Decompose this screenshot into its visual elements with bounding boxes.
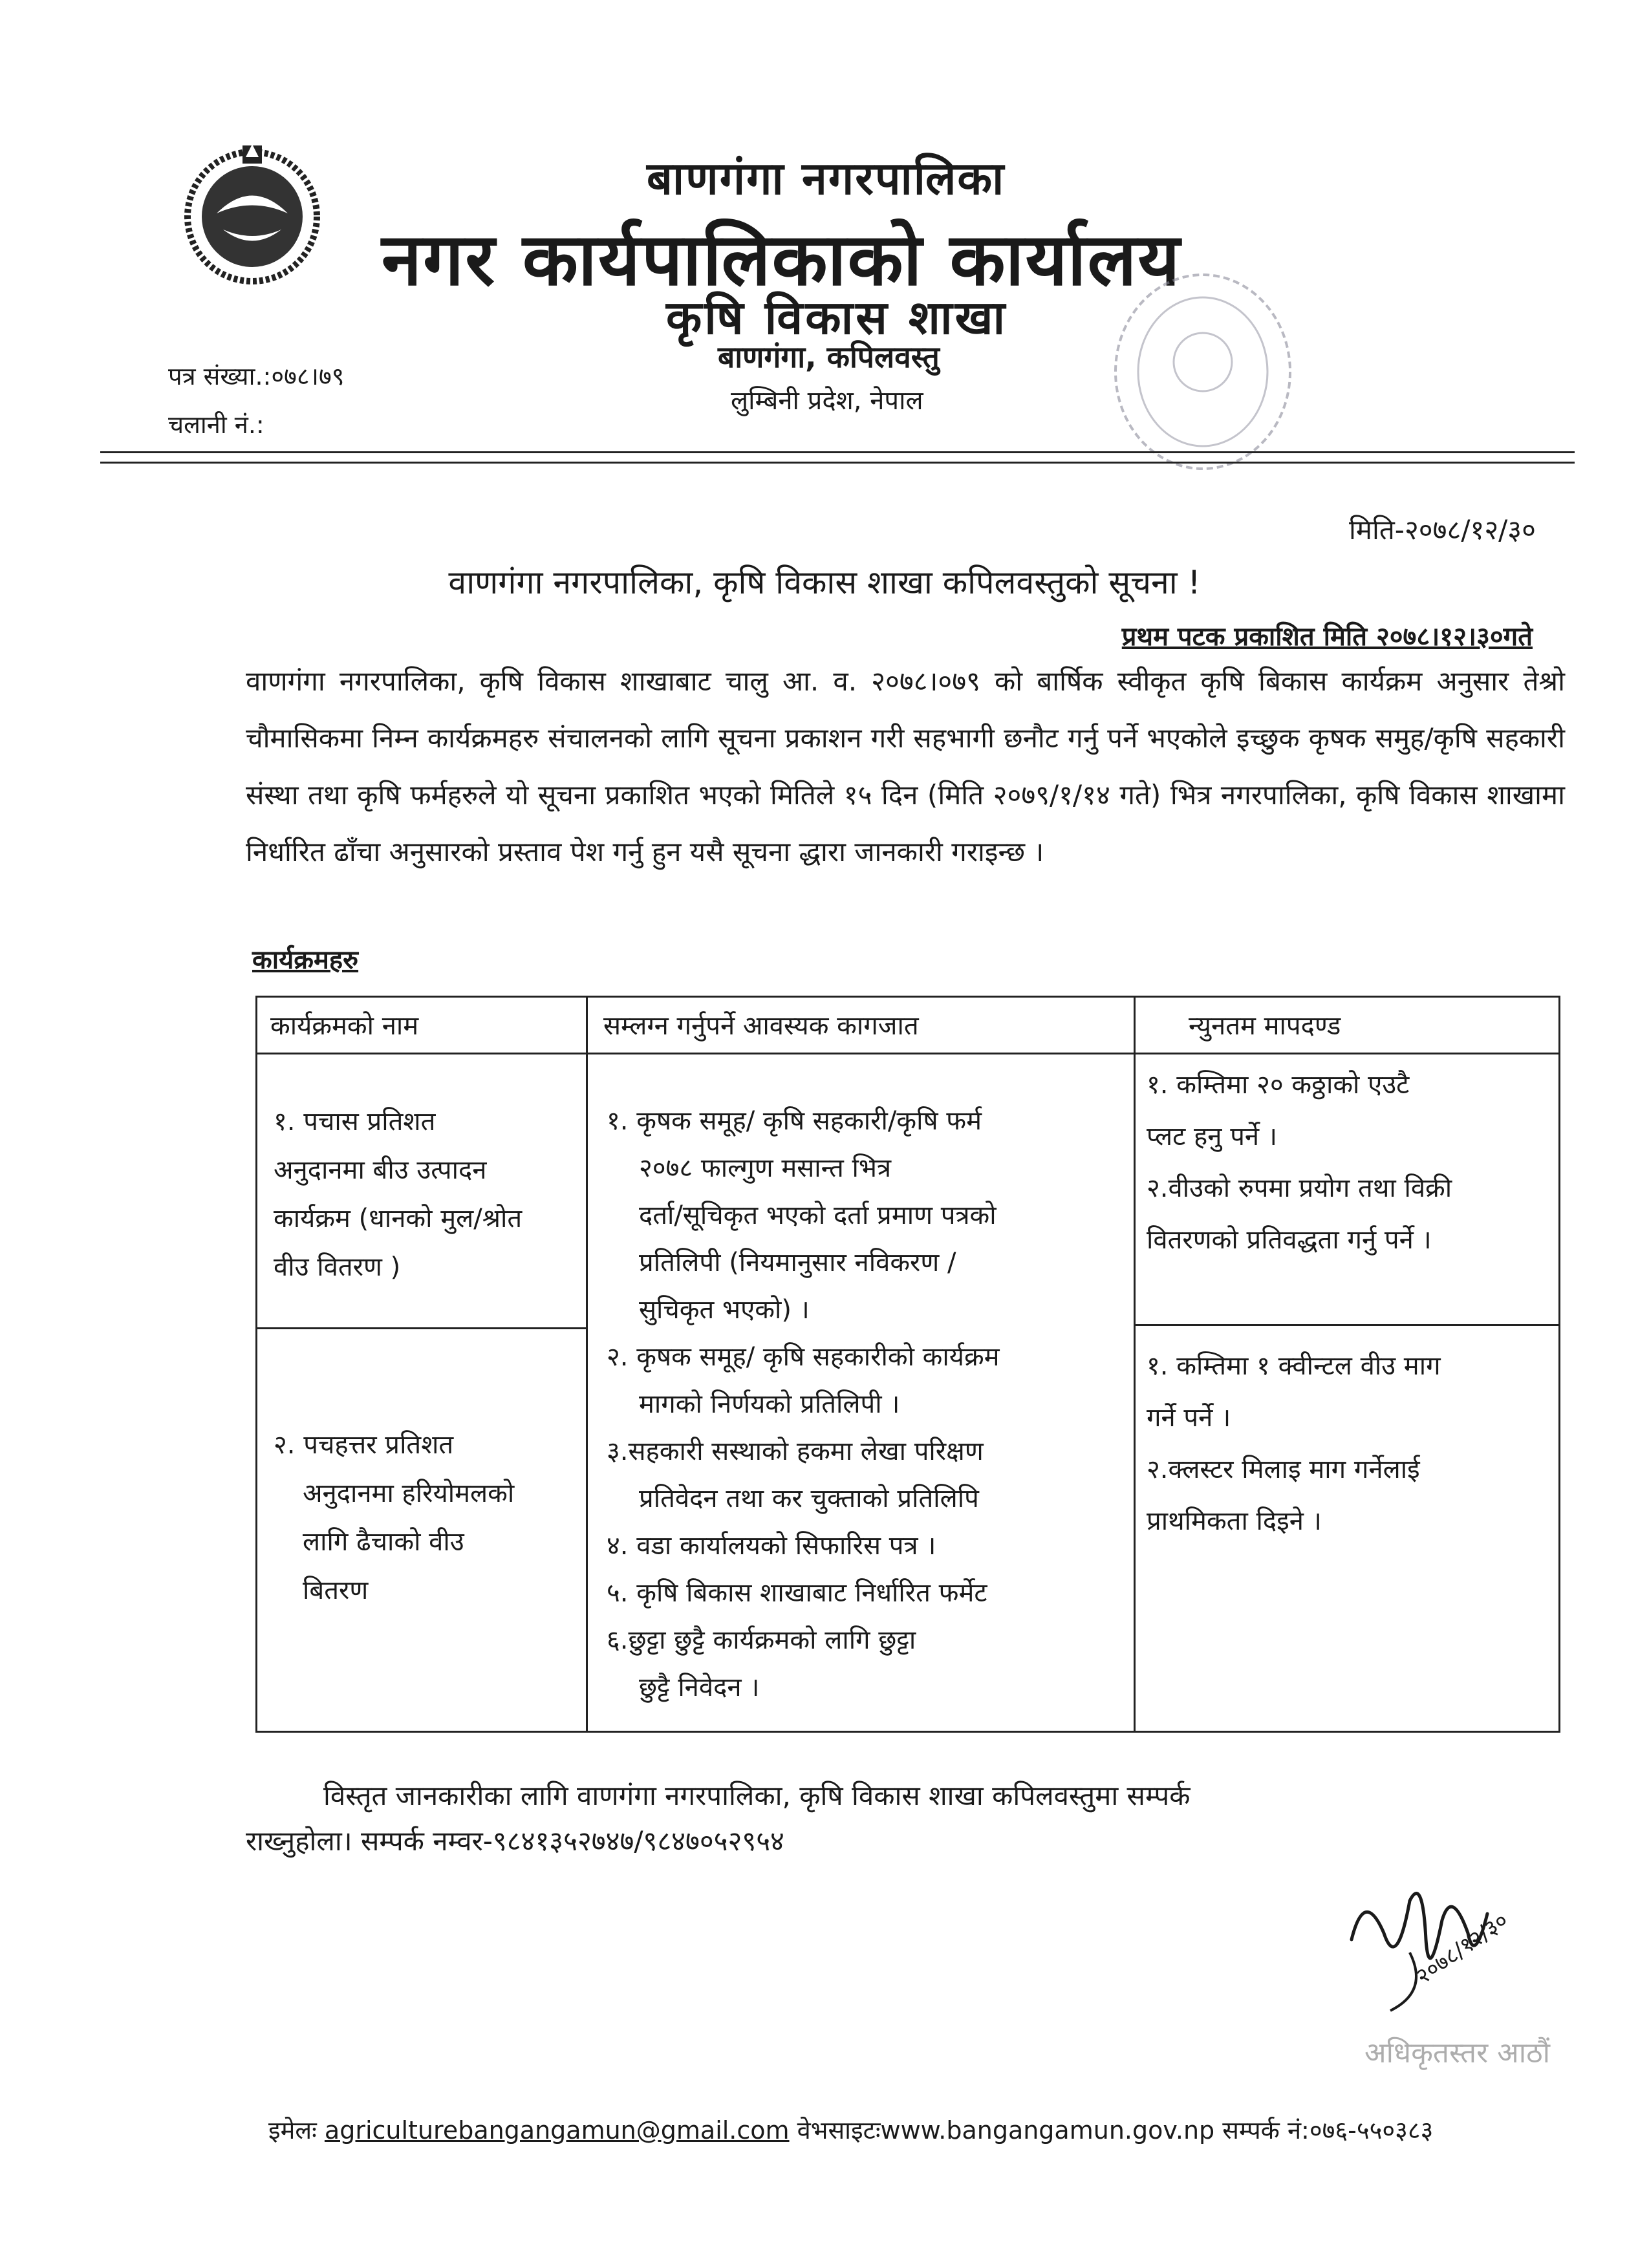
column-header-criteria: न्युनतम मापदण्ड — [1189, 1011, 1341, 1041]
program-2-line: बितरण — [303, 1576, 369, 1605]
criteria-2-line: १. कम्तिमा १ क्वीन्टल वीउ माग — [1147, 1351, 1441, 1381]
notice-body: वाणगंगा नगरपालिका, कृषि विकास शाखाबाट चालु आ. व. २०७८।०७९ को बार्षिक स्वीकृत कृषि बिकास कार्यक्रम अनुसार तेश्रो चौमासिकमा निम्न कार्यक्रमहरु संचालनको लागि सूचना प्रकाशन गरी सहभागी छनौट गर्नु पर्ने भएकोले इच्छुक कृषक समुह/कृषि सहकारी संस्था तथा कृषि फर्महरुले यो सूचना प्रकाशित भएको मितिले १५ दिन (मिति २०७९/१/१४ गते) भित्र नगरपालिका, कृषि विकास शाखामा निर्धारित ढाँचा अनुसारको प्रस्ताव पेश गर्नु हुन यसै सूचना द्धारा जानकारी गराइन्छ । — [246, 665, 1565, 868]
document-line: मागको निर्णयको प्रतिलिपी । — [639, 1389, 900, 1419]
program-1-line: अनुदानमा बीउ उत्पादन — [274, 1155, 487, 1185]
program-2-line: अनुदानमा हरियोमलको — [303, 1479, 515, 1508]
document-line: दर्ता/सूचिकृत भएको दर्ता प्रमाण पत्रको — [639, 1201, 997, 1230]
program-2-line: २. पचहत्तर प्रतिशत — [274, 1430, 454, 1460]
program-1-line: १. पचास प्रतिशत — [274, 1107, 436, 1137]
program-2-line: लागि ढैचाको वीउ — [303, 1527, 464, 1557]
signature-title: अधिकृतस्तर आठौं — [1364, 2037, 1551, 2070]
contact-note: राख्नुहोला। सम्पर्क नम्वर-९८४१३५२७४७/९८४७०५२९५४ — [246, 1825, 784, 1857]
criteria-2-line: गर्ने पर्ने । — [1147, 1403, 1231, 1433]
column-header-documents: सम्लग्न गर्नुपर्ने आवस्यक कागजात — [603, 1011, 919, 1041]
footer-contact — [268, 2113, 1433, 2146]
document-line: २. कृषक समूह/ कृषि सहकारीको कार्यक्रम — [607, 1342, 1000, 1372]
column-divider — [1134, 998, 1136, 1731]
document-line: ३.सहकारी सस्थाको हकमा लेखा परिक्षण — [607, 1437, 984, 1466]
criteria-1 — [1147, 1059, 1452, 1266]
program-1-line: वीउ वितरण ) — [274, 1252, 401, 1282]
signature-icon — [1313, 1862, 1578, 2075]
column-header-program: कार्यक्रमको नाम — [270, 1011, 419, 1041]
publication-date: प्रथम पटक प्रकाशित मिति २०७८।१२।३०गते — [1121, 622, 1533, 652]
document-line: सुचिकृत भएको) । — [639, 1295, 810, 1325]
programs-table — [255, 996, 1560, 1733]
document-line: ४. वडा कार्यालयको सिफारिस पत्र । — [607, 1531, 936, 1561]
notice-date: मिति-२०७८/१२/३० — [1349, 514, 1536, 546]
address-line-2: लुम्बिनी प्रदेश, नेपाल — [731, 386, 923, 416]
criteria-1-line: प्लट हनु पर्ने । — [1147, 1122, 1277, 1151]
document-line: २०७८ फाल्गुण मसान्त भित्र — [639, 1153, 892, 1183]
row-divider — [1134, 1324, 1558, 1326]
office-name: नगर कार्यपालिकाको कार्यालय — [382, 218, 1181, 302]
document-line: प्रतिलिपी (नियमानुसार नविकरण / — [639, 1248, 956, 1278]
program-2 — [274, 1421, 514, 1615]
header-divider — [100, 451, 1575, 453]
email-link[interactable]: agriculturebangangamun@gmail.com — [324, 2116, 790, 2145]
program-1-line: कार्यक्रम (धानको मुल/श्रोत — [274, 1204, 523, 1234]
criteria-1-line: वितरणको प्रतिवद्धता गर्नु पर्ने । — [1147, 1225, 1432, 1255]
document-line: १. कृषक समूह/ कृषि सहकारी/कृषि फर्म — [607, 1106, 982, 1136]
criteria-1-line: १. कम्तिमा २० कठ्ठाको एउटै — [1147, 1070, 1410, 1100]
criteria-2-line: प्राथमिकता दिइने । — [1147, 1506, 1322, 1536]
document-line: ५. कृषि बिकास शाखाबाट निर्धारित फर्मेट — [607, 1578, 987, 1608]
header-row-divider — [257, 1053, 1558, 1054]
criteria-2 — [1147, 1340, 1441, 1547]
website-link[interactable]: वेभसाइटःwww.bangangamun.gov.np — [797, 2116, 1215, 2145]
document-line: ६.छुट्टा छुट्टै कार्यक्रमको लागि छुट्टा — [607, 1625, 916, 1655]
header-divider-2 — [100, 462, 1575, 464]
phone-number: सम्पर्क नं:०७६-५५०३८३ — [1222, 2116, 1434, 2145]
signature-date: २०७८/१२/३० — [1411, 1907, 1513, 1990]
criteria-2-line: २.क्लस्टर मिलाइ माग गर्नेलाई — [1147, 1455, 1420, 1484]
municipality-name: बाणगंगा नगरपालिका — [647, 152, 1006, 205]
programs-heading: कार्यक्रमहरु — [252, 945, 359, 975]
document-line: प्रतिवेदन तथा कर चुक्ताको प्रतिलिपि — [639, 1484, 979, 1514]
dispatch-number: चलानी नं.: — [168, 411, 264, 439]
row-divider — [257, 1327, 586, 1329]
address-line-1: बाणगंगा, कपिलवस्तु — [718, 339, 940, 374]
program-1 — [274, 1098, 522, 1292]
criteria-1-line: २.वीउको रुपमा प्रयोग तथा विक्री — [1147, 1173, 1452, 1203]
closing-note: विस्तृत जानकारीका लागि वाणगंगा नगरपालिका, कृषि विकास शाखा कपिलवस्तुमा सम्पर्क — [323, 1780, 1191, 1812]
column-divider — [586, 998, 588, 1731]
office-stamp-icon — [1106, 265, 1300, 478]
document-line: छुट्टै निवेदन । — [639, 1673, 760, 1702]
branch-name: कृषि विकास शाखा — [666, 290, 1008, 345]
letter-number: पत्र संख्या.:०७८।७९ — [168, 362, 345, 390]
email-label: इमेलः — [268, 2116, 317, 2145]
notice-title: वाणगंगा नगरपालिका, कृषि विकास शाखा कपिलवस्तुको सूचना ! — [448, 564, 1201, 601]
required-documents — [607, 1098, 1000, 1711]
nepal-emblem-icon — [178, 139, 327, 288]
